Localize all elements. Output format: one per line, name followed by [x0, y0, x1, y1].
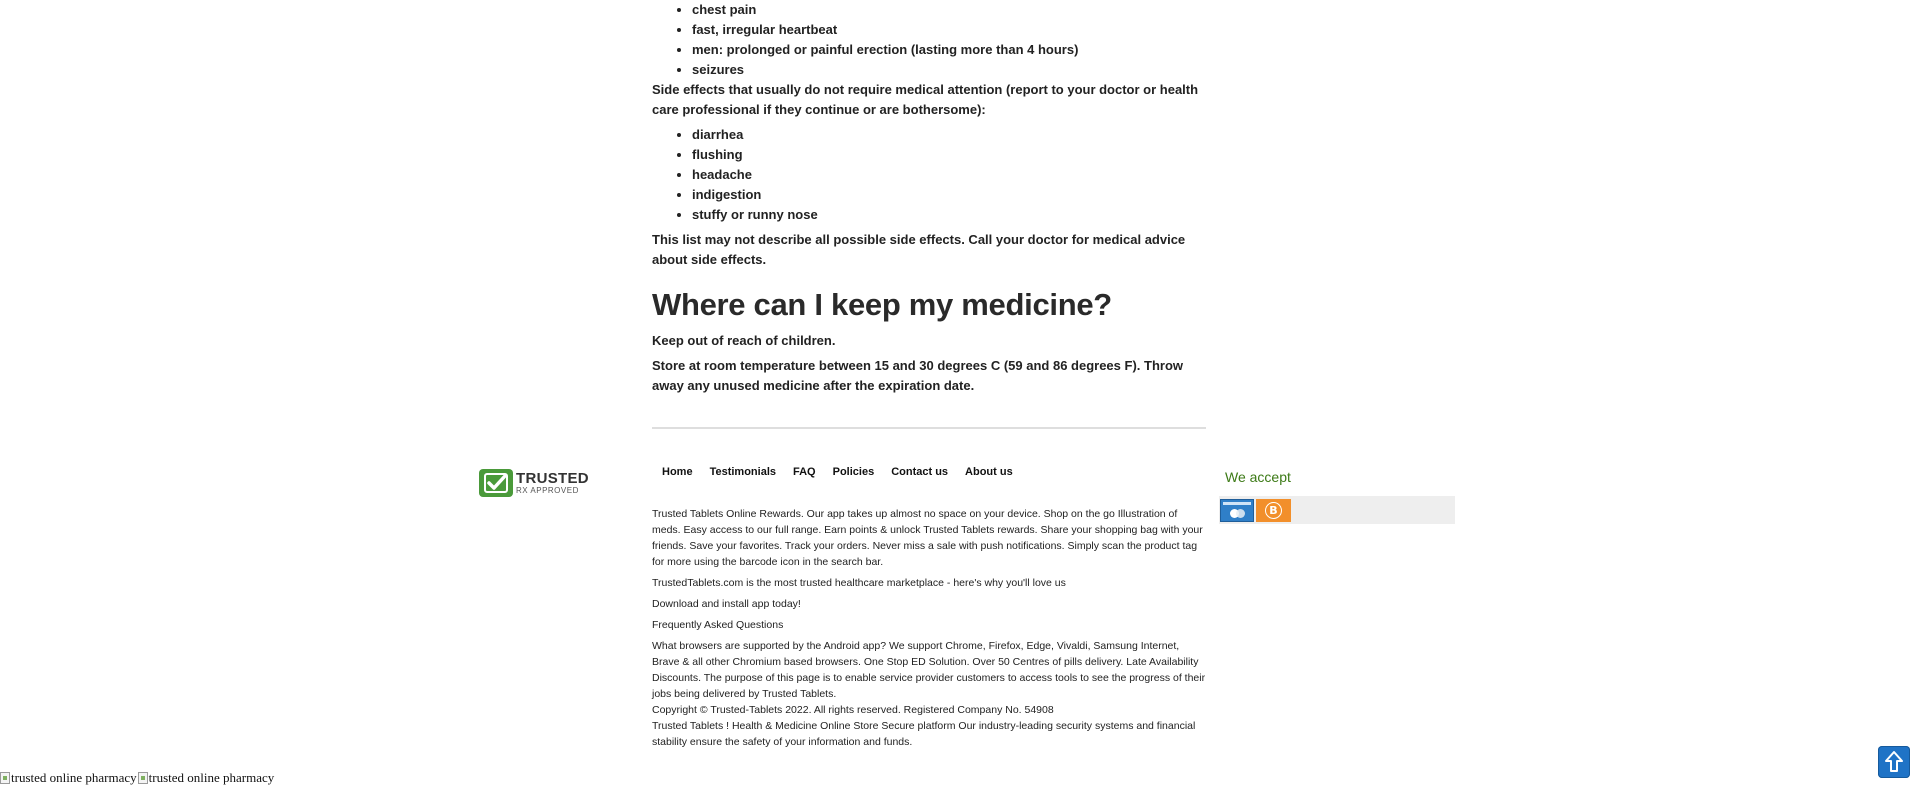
footer-link-policies[interactable]: Policies — [832, 466, 875, 478]
list-item: • men: prolonged or painful erection (lasting more than 4 hours) — [692, 40, 1206, 60]
minor-side-effects-list — [652, 125, 1206, 225]
footer-link-about[interactable]: About us — [965, 466, 1013, 478]
article-body — [652, 0, 1206, 396]
list-item: • diarrhea — [692, 125, 1206, 145]
footer-rewards-text: Trusted Tablets Online Rewards. Our app takes up almost no space on your device. Shop on the go Illustration of meds. Easy access to our full range. Earn points & unlock Trusted Tablets rewards. Share your shopping bag with your friends. Save your favorites. Track your orders. Never miss a sale with push notifications. Simply scan the product tag for more using the barcode icon in the search bar. — [652, 508, 1203, 568]
broken-image-icon — [0, 772, 10, 784]
bitcoin-icon — [1256, 499, 1291, 522]
storage-keep-text: Keep out of reach of children. — [652, 333, 836, 348]
section-divider — [652, 427, 1206, 429]
footer-link-contact[interactable]: Contact us — [891, 466, 949, 478]
list-item: • seizures — [692, 60, 1206, 80]
broken-image-2 — [138, 769, 275, 787]
logo-line2: RX APPROVED — [516, 486, 579, 495]
footer-security-text: Trusted Tablets ! Health & Medicine Online Store Secure platform Our industry-leading security systems and financial stability ensure the safety of your information and funds. — [652, 720, 1196, 748]
bitcoin-symbol: B — [1265, 502, 1282, 519]
footer-nav — [662, 465, 1030, 479]
storage-heading: Where can I keep my medicine? — [652, 287, 1112, 322]
broken-image-alt: trusted online pharmacy — [11, 770, 137, 785]
arrow-up-icon — [1884, 750, 1904, 774]
footer-link-faq[interactable]: FAQ — [793, 466, 816, 478]
broken-image-alt: trusted online pharmacy — [148, 770, 275, 785]
credit-card-icon — [1220, 499, 1254, 522]
list-item: • headache — [692, 165, 1206, 185]
logo-text — [516, 471, 589, 495]
payment-methods — [1219, 496, 1455, 524]
list-note: This list may not describe all possible side effects. Call your doctor for medical advice about side effects. — [652, 232, 1186, 267]
we-accept-title: We accept — [1225, 469, 1291, 485]
footer-download-text: Download and install app today! — [652, 598, 801, 610]
logo-line1: TRUSTED — [516, 470, 589, 487]
footer-text — [652, 506, 1206, 750]
broken-image-1 — [0, 769, 137, 787]
scroll-to-top-button[interactable] — [1878, 746, 1910, 778]
footer-browsers-text: What browsers are supported by the Android app? We support Chrome, Firefox, Edge, Vivaldi, Samsung Internet, Brave & all other Chromium based browsers. One Stop ED Solution. Over 50 Centres of pills delivery. Late Availability Discounts. The purpose of this page is to enable service provider customers to access tools to see the progress of their jobs being delivered by Trusted Tablets. — [652, 640, 1206, 700]
list-item: • flushing — [692, 145, 1206, 165]
checkmark-icon — [479, 469, 513, 497]
footer-trusted-text: TrustedTablets.com is the most trusted healthcare marketplace - here's why you'll love us — [652, 577, 1066, 589]
storage-temperature-text: Store at room temperature between 15 and 30 degrees C (59 and 86 degrees F). Throw away any unused medicine after the expiration date. — [652, 358, 1183, 393]
side-effects-intro: Side effects that usually do not require medical attention (report to your doctor or health care professional if they continue or are bothersome): — [652, 82, 1199, 117]
footer-copyright: Copyright © Trusted-Tablets 2022. All rights reserved. Registered Company No. 54908 — [652, 704, 1054, 716]
list-item: • chest pain — [692, 0, 1206, 20]
footer-badges — [0, 769, 275, 787]
list-item: • fast, irregular heartbeat — [692, 20, 1206, 40]
footer-link-testimonials[interactable]: Testimonials — [709, 466, 776, 478]
footer-faq-text: Frequently Asked Questions — [652, 619, 784, 631]
broken-image-icon — [138, 772, 148, 784]
footer-link-home[interactable]: Home — [662, 466, 693, 478]
serious-side-effects-list — [652, 0, 1206, 80]
list-item: • stuffy or runny nose — [692, 205, 1206, 225]
trusted-rx-logo[interactable] — [479, 469, 595, 497]
list-item: • indigestion — [692, 185, 1206, 205]
